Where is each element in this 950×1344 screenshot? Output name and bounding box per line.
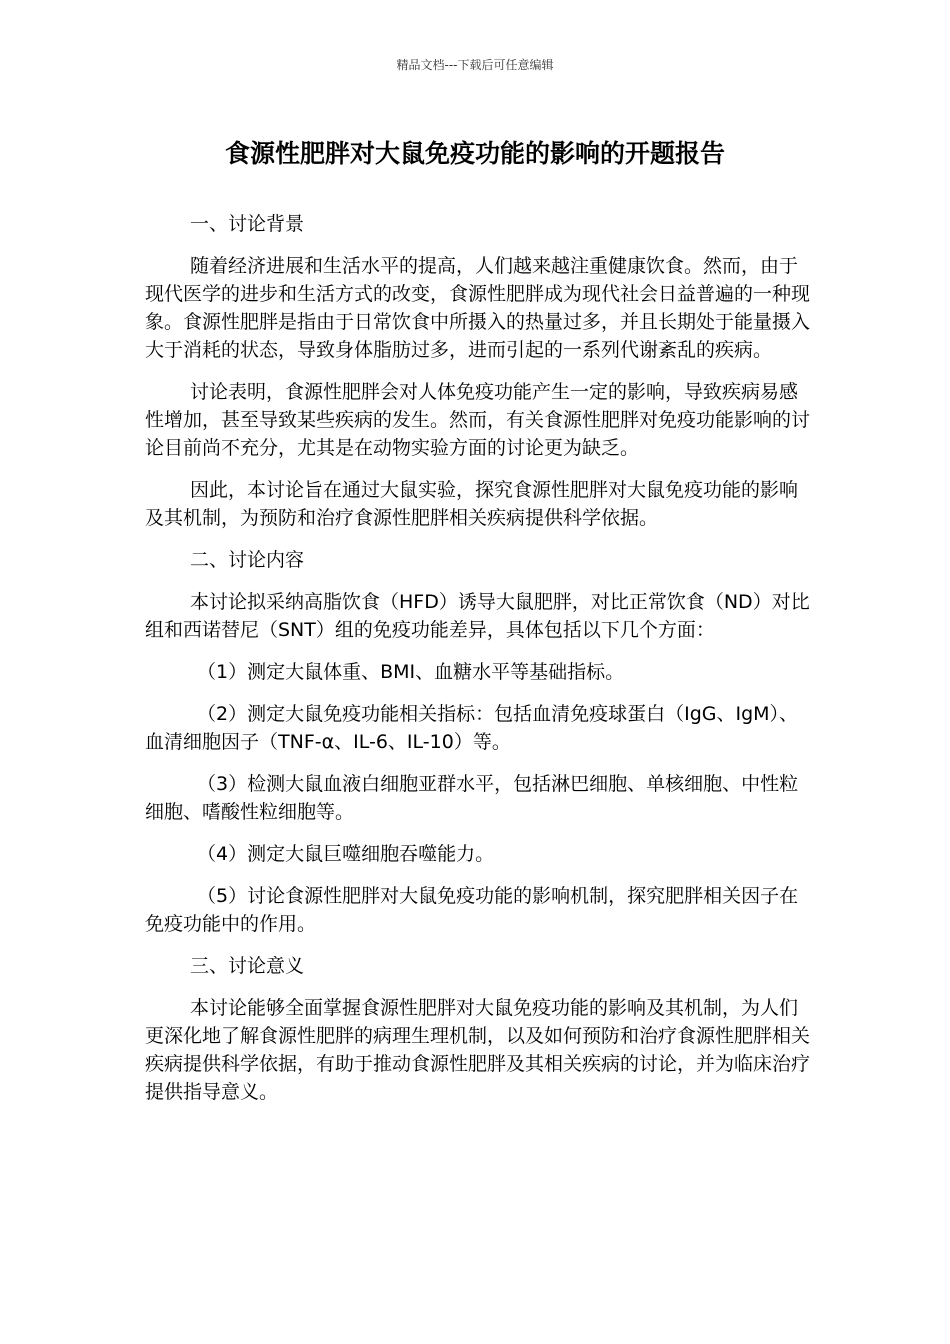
- paragraph: 本讨论拟采纳高脂饮食（HFD）诱导大鼠肥胖，对比正常饮食（ND）对比组和西诺替尼（SNT）组的免疫功能差异，具体包括以下几个方面：: [145, 591, 810, 641]
- list-item: （2）测定大鼠免疫功能相关指标：包括血清免疫球蛋白（IgG、IgM）、血清细胞因子（TNF-α、IL-6、IL-10）等。: [145, 703, 799, 753]
- list-item: （5）讨论食源性肥胖对大鼠免疫功能的影响机制，探究肥胖相关因子在免疫功能中的作用。: [145, 885, 799, 935]
- paragraph: 因此，本讨论旨在通过大鼠实验，探究食源性肥胖对大鼠免疫功能的影响及其机制，为预防和治疗食源性肥胖相关疾病提供科学依据。: [145, 479, 799, 529]
- list-item: （3）检测大鼠血液白细胞亚群水平，包括淋巴细胞、单核细胞、中性粒细胞、嗜酸性粒细胞等。: [145, 773, 799, 823]
- list-item: （1）测定大鼠体重、BMI、血糖水平等基础指标。: [197, 661, 625, 683]
- page-header-note: 精品文档---下载后可任意编辑: [396, 58, 554, 72]
- list-item: （4）测定大鼠巨噬细胞吞噬能力。: [197, 843, 495, 865]
- section-heading-content: 二、讨论内容: [190, 549, 305, 571]
- paragraph: 本讨论能够全面掌握食源性肥胖对大鼠免疫功能的影响及其机制，为人们更深化地了解食源性肥胖的病理生理机制，以及如何预防和治疗食源性肥胖相关疾病提供科学依据，有助于推动食源性肥胖及其相关疾病的讨论，并为临床治疗提供指导意义。: [145, 997, 811, 1103]
- section-heading-significance: 三、讨论意义: [190, 955, 305, 977]
- paragraph: 讨论表明，食源性肥胖会对人体免疫功能产生一定的影响，导致疾病易感性增加，甚至导致某些疾病的发生。然而，有关食源性肥胖对免疫功能影响的讨论目前尚不充分，尤其是在动物实验方面的讨论更为缺乏。: [145, 381, 811, 459]
- document-title: 食源性肥胖对大鼠免疫功能的影响的开题报告: [224, 139, 725, 168]
- section-heading-background: 一、讨论背景: [190, 213, 305, 235]
- paragraph: 随着经济进展和生活水平的提高，人们越来越注重健康饮食。然而，由于现代医学的进步和生活方式的改变，食源性肥胖成为现代社会日益普遍的一种现象。食源性肥胖是指由于日常饮食中所摄入的热量过多，并且长期处于能量摄入大于消耗的状态，导致身体脂肪过多，进而引起的一系列代谢紊乱的疾病。: [145, 255, 811, 361]
- document-body: [145, 210, 810, 1120]
